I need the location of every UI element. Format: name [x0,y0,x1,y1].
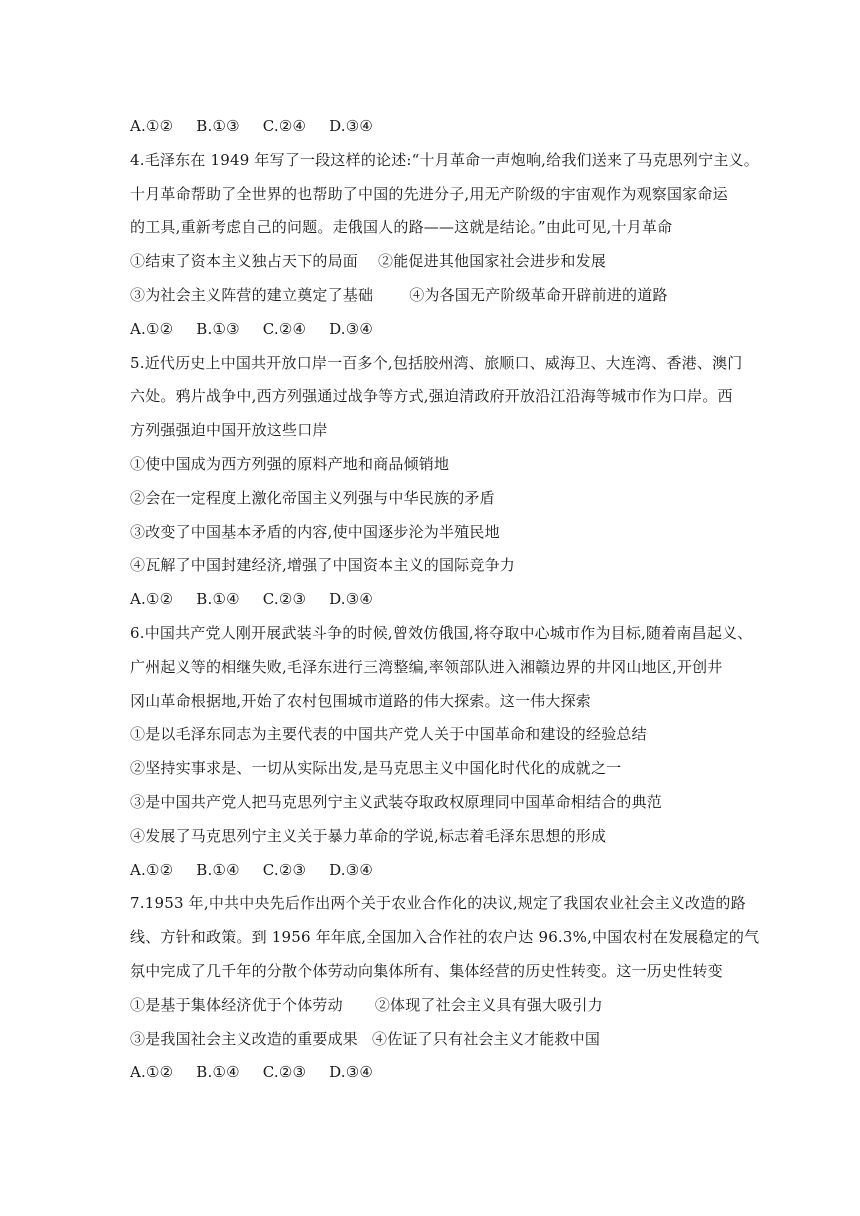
option-d: D.③④ [329,319,374,338]
question-stem-line: 方列强强迫中国开放这些口岸 [130,421,328,440]
option-a: A.①② [130,117,174,135]
statement: ④佐证了只有社会主义才能救中国 [372,1029,601,1048]
statement: ④瓦解了中国封建经济,增强了中国资本主义的国际竞争力 [130,556,515,575]
statement-pair [130,245,750,279]
question-stem-line: 广州起义等的相继失败,毛泽东进行三湾整编,率领部队进入湘赣边界的井冈山地区,开创井 [130,657,723,676]
statement: ①是以毛泽东同志为主要代表的中国共产党人关于中国革命和建设的经验总结 [130,725,647,744]
statement: ④为各国无产阶级革命开辟前进的道路 [409,285,668,304]
statement: ③改变了中国基本矛盾的内容,使中国逐步沦为半殖民地 [130,522,500,541]
option-c: C.②③ [262,860,307,879]
question-stem-line: 6.中国共产党人刚开展武装斗争的时候,曾效仿俄国,将夺取中心城市作为目标,随着南昌起义、 [130,623,753,642]
answer-options-q3 [130,110,750,144]
answer-options [130,1056,750,1090]
option-a: A.①② [130,319,174,338]
option-b: B.①③ [196,319,240,338]
answer-options [130,313,750,347]
option-c: C.②③ [262,1063,307,1082]
option-c: C.②④ [262,117,307,135]
question-stem-line: 线、方针和政策。到 1956 年年底,全国加入合作社的农户达 96.3%,中国农村在发展稳定的气 [130,928,760,947]
option-d: D.③④ [329,117,374,135]
question-5 [130,347,750,617]
statement: ②能促进其他国家社会进步和发展 [378,252,607,271]
statement-pair [130,989,750,1023]
statement: ③为社会主义阵营的建立奠定了基础 [130,285,374,304]
question-stem-line: 氛中完成了几千年的分散个体劳动向集体所有、集体经营的历史性转变。这一历史性转变 [130,961,723,980]
option-d: D.③④ [329,590,374,609]
statement: ①使中国成为西方列强的原料产地和商品倾销地 [130,454,450,473]
answer-options [130,854,750,888]
statement: ①结束了资本主义独占天下的局面 [130,252,359,271]
question-stem-line: 5.近代历史上中国共开放口岸一百多个,包括胶州湾、旅顺口、威海卫、大连湾、香港、澳门 [130,353,743,372]
statement: ②坚持实事求是、一切从实际出发,是马克思主义中国化时代化的成就之一 [130,759,622,778]
option-c: C.②④ [262,319,307,338]
statement-pair [130,279,750,313]
question-7 [130,887,760,1090]
question-stem-line: 7.1953 年,中共中央先后作出两个关于农业合作化的决议,规定了我国农业社会主义改造的路 [130,894,746,913]
question-stem-line: 六处。鸦片战争中,西方列强通过战争等方式,强迫清政府开放沿江沿海等城市作为口岸。西 [130,387,733,406]
statement: ②会在一定程度上激化帝国主义列强与中华民族的矛盾 [130,488,495,507]
statement: ②体现了社会主义具有强大吸引力 [374,995,603,1014]
option-b: B.①④ [196,860,240,879]
question-stem-line: 4.毛泽东在 1949 年写了一段这样的论述:“十月革命一声炮响,给我们送来了马克思列宁主义。 [130,150,759,169]
option-a: A.①② [130,860,174,879]
option-b: B.①③ [196,117,240,135]
option-b: B.①④ [196,590,240,609]
option-d: D.③④ [329,1063,374,1082]
answer-options [130,583,750,617]
option-a: A.①② [130,1063,174,1082]
statement: ③是中国共产党人把马克思列宁主义武装夺取政权原理同中国革命相结合的典范 [130,792,663,811]
option-d: D.③④ [329,860,374,879]
option-a: A.①② [130,590,174,609]
question-stem-line: 十月革命帮助了全世界的也帮助了中国的先进分子,用无产阶级的宇宙观作为观察国家命运 [130,184,728,203]
exam-page [130,110,760,1090]
question-4 [130,144,759,347]
statement: ④发展了马克思列宁主义关于暴力革命的学说,标志着毛泽东思想的形成 [130,826,607,845]
statement-pair [130,1023,750,1057]
statement: ③是我国社会主义改造的重要成果 [130,1029,359,1048]
option-c: C.②③ [262,590,307,609]
question-stem-line: 的工具,重新考虑自己的问题。走俄国人的路——这就是结论。”由此可见,十月革命 [130,218,673,237]
statement: ①是基于集体经济优于个体劳动 [130,995,343,1014]
option-b: B.①④ [196,1063,240,1082]
question-stem-line: 冈山革命根据地,开始了农村包围城市道路的伟大探索。这一伟大探索 [130,691,591,710]
question-6 [130,617,753,887]
